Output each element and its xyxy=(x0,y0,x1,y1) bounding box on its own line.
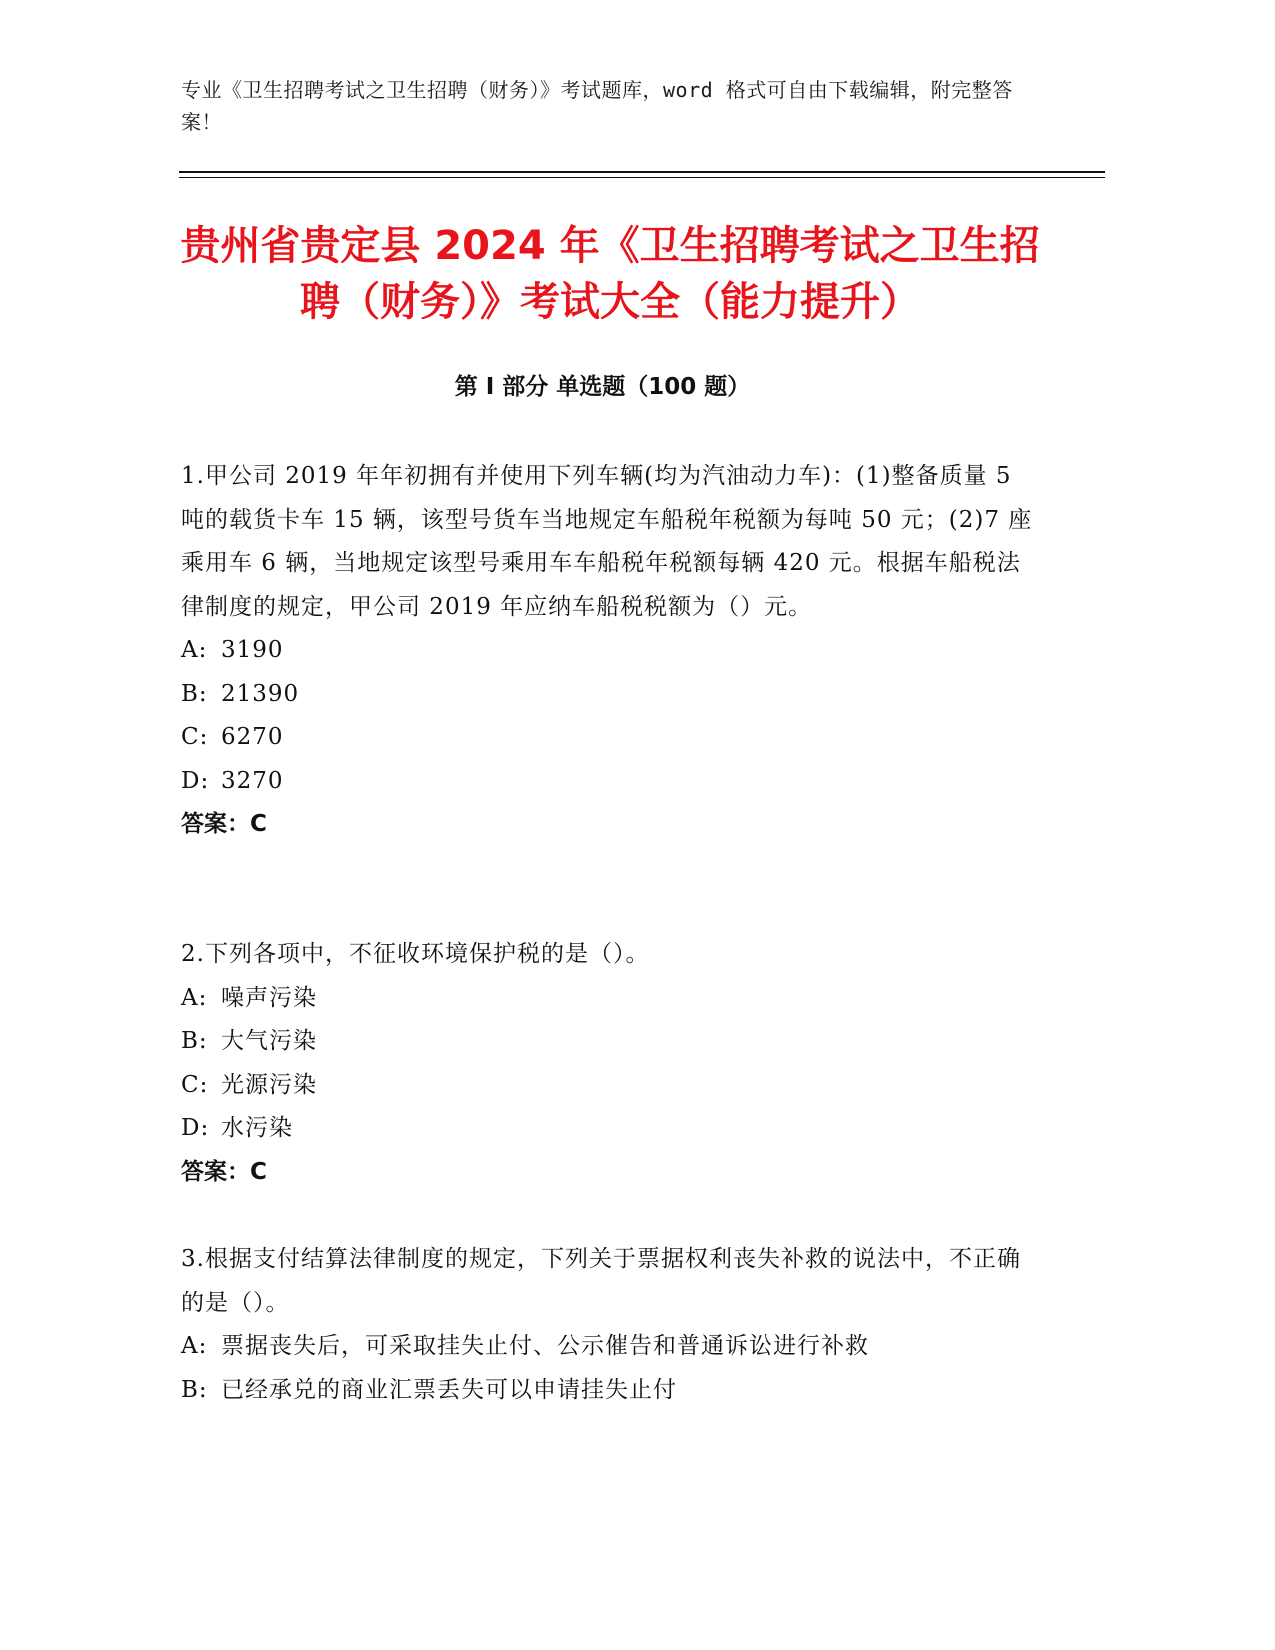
answer: 答案：C xyxy=(181,1158,267,1185)
answer: 答案：C xyxy=(181,811,267,837)
option-text: 噪声污染 xyxy=(221,984,317,1011)
question-3 xyxy=(181,1238,1041,1412)
option-label: A: xyxy=(181,637,208,663)
option-d xyxy=(181,760,1041,804)
option-label: D: xyxy=(181,767,210,794)
header-divider-thick xyxy=(179,171,1105,173)
option-text: 已经承兑的商业汇票丢失可以申请挂失止付 xyxy=(221,1376,677,1403)
option-a xyxy=(181,1325,1041,1369)
option-d xyxy=(181,1107,1041,1151)
option-label: B: xyxy=(181,1376,208,1403)
section-title: 第 I 部分 单选题（100 题） xyxy=(454,374,751,400)
option-label: B: xyxy=(181,1028,208,1054)
option-text: 光源污染 xyxy=(221,1071,317,1098)
option-b xyxy=(181,673,1041,717)
option-b xyxy=(181,1369,1041,1413)
option-text: 票据丧失后，可采取挂失止付、公示催告和普通诉讼进行补救 xyxy=(221,1333,869,1359)
option-label: B: xyxy=(181,680,208,707)
question-text: 3.根据支付结算法律制度的规定，下列关于票据权利丧失补救的说法中，不正确的是（）。 xyxy=(181,1246,1021,1316)
option-label: D: xyxy=(181,1115,210,1141)
option-text: 大气污染 xyxy=(221,1028,317,1054)
option-a xyxy=(181,629,1041,673)
header-divider-thin xyxy=(179,177,1105,178)
question-1 xyxy=(181,455,1041,847)
header-note: 专业《卫生招聘考试之卫生招聘（财务）》考试题库，word 格式可自由下载编辑，附完整答案！ xyxy=(181,78,1013,134)
option-b xyxy=(181,1020,1041,1064)
option-text: 6270 xyxy=(221,724,284,750)
option-label: C: xyxy=(181,724,209,750)
option-text: 21390 xyxy=(221,680,300,707)
option-c xyxy=(181,716,1041,760)
question-2 xyxy=(181,933,1041,1194)
document-title: 贵州省贵定县 2024 年《卫生招聘考试之卫生招聘（财务）》考试大全（能力提升） xyxy=(180,223,1040,325)
option-c xyxy=(181,1064,1041,1108)
option-text: 3270 xyxy=(221,767,284,794)
option-label: A: xyxy=(181,1333,208,1359)
option-text: 3190 xyxy=(221,637,284,663)
option-a xyxy=(181,977,1041,1021)
option-label: A: xyxy=(181,984,208,1011)
question-text: 1.甲公司 2019 年年初拥有并使用下列车辆(均为汽油动力车)：(1)整备质量 5 吨的载货卡车 15 辆，该型号货车当地规定车船税年税额为每吨 50 元；(2)7 座乘用车 6 辆，当地规定该型号乘用车车船税年税额每辆 420 元。根据车船税法律制度的规定，甲公司 2019 年应纳车船税税额为（）元。 xyxy=(181,463,1033,620)
option-label: C: xyxy=(181,1071,209,1098)
question-text: 2.下列各项中，不征收环境保护税的是（）。 xyxy=(181,941,650,967)
option-text: 水污染 xyxy=(221,1115,293,1141)
